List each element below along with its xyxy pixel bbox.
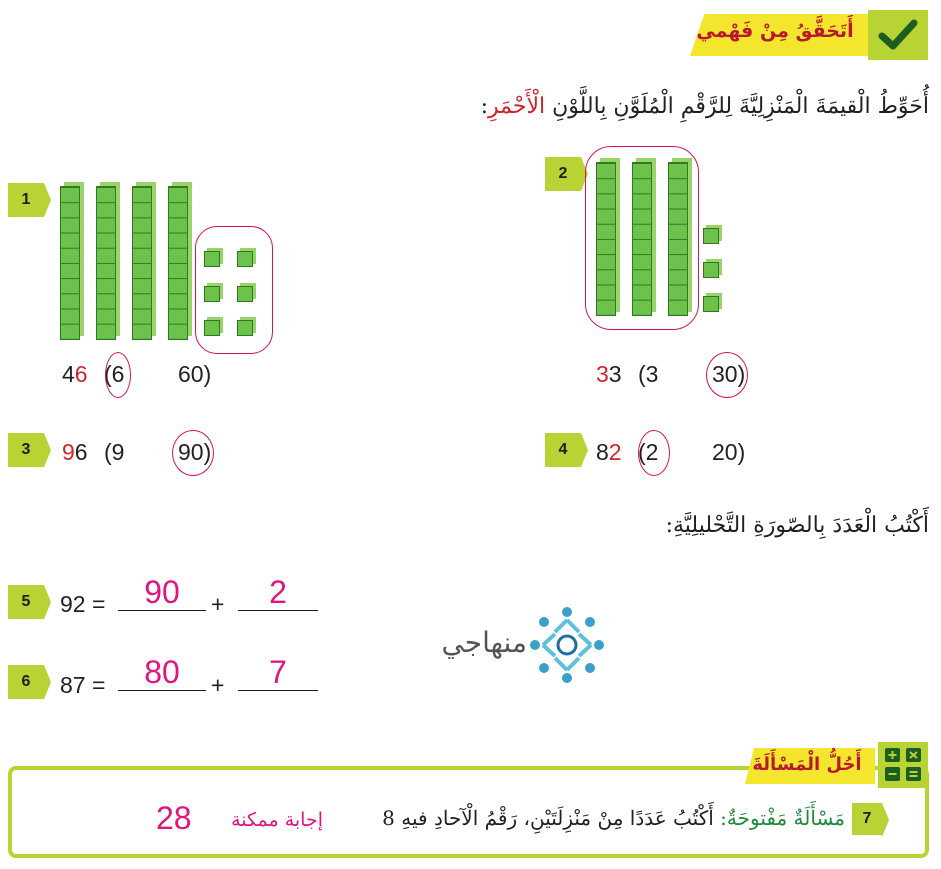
- ones-answer: 7: [269, 654, 287, 690]
- ones-cube: [237, 320, 253, 336]
- expanded-6-equals: =: [92, 672, 106, 698]
- instruction-main: أُحَوِّطُ الْقيمَةَ الْمَنْزِلِيَّةَ لِلرَّقْمِ الْمُلَوَّنِ بِاللَّوْنِ: [552, 94, 929, 119]
- tens-rod: [596, 162, 616, 316]
- tens-rod: [132, 186, 152, 340]
- tens-answer: 90: [144, 574, 180, 610]
- instruction-colon: :: [480, 94, 488, 119]
- problem-7-label: مَسْأَلَةٌ مَفْتوحَةٌ:: [720, 806, 845, 830]
- answer-circle: [105, 352, 131, 398]
- instruction-red: الْأَحْمَرِ: [487, 94, 546, 119]
- ones-cube: [204, 286, 220, 302]
- answer-circle: [172, 430, 214, 476]
- colored-digit: 3: [596, 361, 609, 387]
- logo-text: منهاجي: [441, 626, 527, 659]
- digit: 6: [74, 439, 88, 465]
- problem-3-number: [62, 439, 88, 466]
- problem-badge-1: 1: [8, 183, 44, 217]
- calculator-icon: [878, 742, 928, 788]
- section1-instruction: [481, 94, 929, 119]
- expanded-5-number: 92: [60, 591, 86, 617]
- problem-1-number: [62, 361, 88, 388]
- expanded-5-equals: =: [92, 591, 106, 617]
- answer-circle: [706, 352, 748, 398]
- expanded-6-number: 87: [60, 672, 86, 698]
- tens-rod: [60, 186, 80, 340]
- colored-digit: 2: [608, 439, 622, 465]
- problem-3-choice-a[interactable]: (9: [104, 439, 125, 465]
- ones-cube: [204, 251, 220, 267]
- problem-badge-7: 7: [852, 803, 882, 835]
- problem-2-choice-b[interactable]: 30): [712, 361, 746, 387]
- manhaji-logo: [412, 604, 607, 686]
- ones-answer: 2: [269, 574, 287, 610]
- ones-cube: [237, 251, 253, 267]
- problem-1-choice-b[interactable]: 60): [178, 361, 212, 387]
- section2-instruction: أَكْتُبُ الْعَدَدَ بِالصّورَةِ التَّحْليلِيَّةِ:: [665, 513, 929, 538]
- header-title: أَتَحَقَّقُ مِنْ فَهْمي: [696, 20, 854, 42]
- problem-2-number: [596, 361, 622, 388]
- ones-cube: [237, 286, 253, 302]
- problem-4-choice-a[interactable]: (2: [638, 439, 659, 465]
- digit: 8: [596, 439, 609, 465]
- problem-2-choice-a[interactable]: (3: [638, 361, 659, 387]
- expanded-6-plus: +: [211, 672, 225, 698]
- tens-answer: 80: [144, 654, 180, 690]
- problem-4-choice-b[interactable]: 20): [712, 439, 746, 465]
- problem-badge-4: 4: [545, 433, 581, 467]
- ones-cube: [703, 228, 719, 244]
- problem-7-line: [382, 806, 845, 830]
- tens-rod: [96, 186, 116, 340]
- ones-cube: [703, 296, 719, 312]
- problem-4-number: [596, 439, 622, 466]
- ones-cube: [204, 320, 220, 336]
- digit: 4: [62, 361, 75, 387]
- problem-badge-5: 5: [8, 585, 44, 619]
- check-icon: [878, 18, 918, 52]
- tens-rod: [632, 162, 652, 316]
- answer-label: إجابة ممكنة: [231, 809, 323, 831]
- colored-digit: 6: [74, 361, 88, 387]
- problem-1-choice-a[interactable]: (6: [104, 361, 125, 387]
- header-check-box: [868, 10, 928, 60]
- answer-value: 28: [156, 800, 192, 836]
- problem-badge-3: 3: [8, 433, 44, 467]
- answer-circle: [638, 430, 670, 476]
- problem-7-text: أَكْتُبُ عَدَدًا مِنْ مَنْزِلَتَيْنِ، رَقْمُ الْآحادِ فيهِ 8: [382, 806, 714, 830]
- problem-3-choice-b[interactable]: 90): [178, 439, 212, 465]
- tens-rod: [168, 186, 188, 340]
- problem-badge-6: 6: [8, 665, 44, 699]
- ones-cube: [703, 262, 719, 278]
- colored-digit: 9: [62, 439, 75, 465]
- problem-solving-title: أَحُلُّ الْمَسْأَلَةَ: [752, 754, 862, 775]
- logo-icon: [527, 604, 607, 686]
- expanded-5-plus: +: [211, 591, 225, 617]
- digit: 3: [608, 361, 622, 387]
- problem-badge-2: 2: [545, 157, 581, 191]
- tens-rod: [668, 162, 688, 316]
